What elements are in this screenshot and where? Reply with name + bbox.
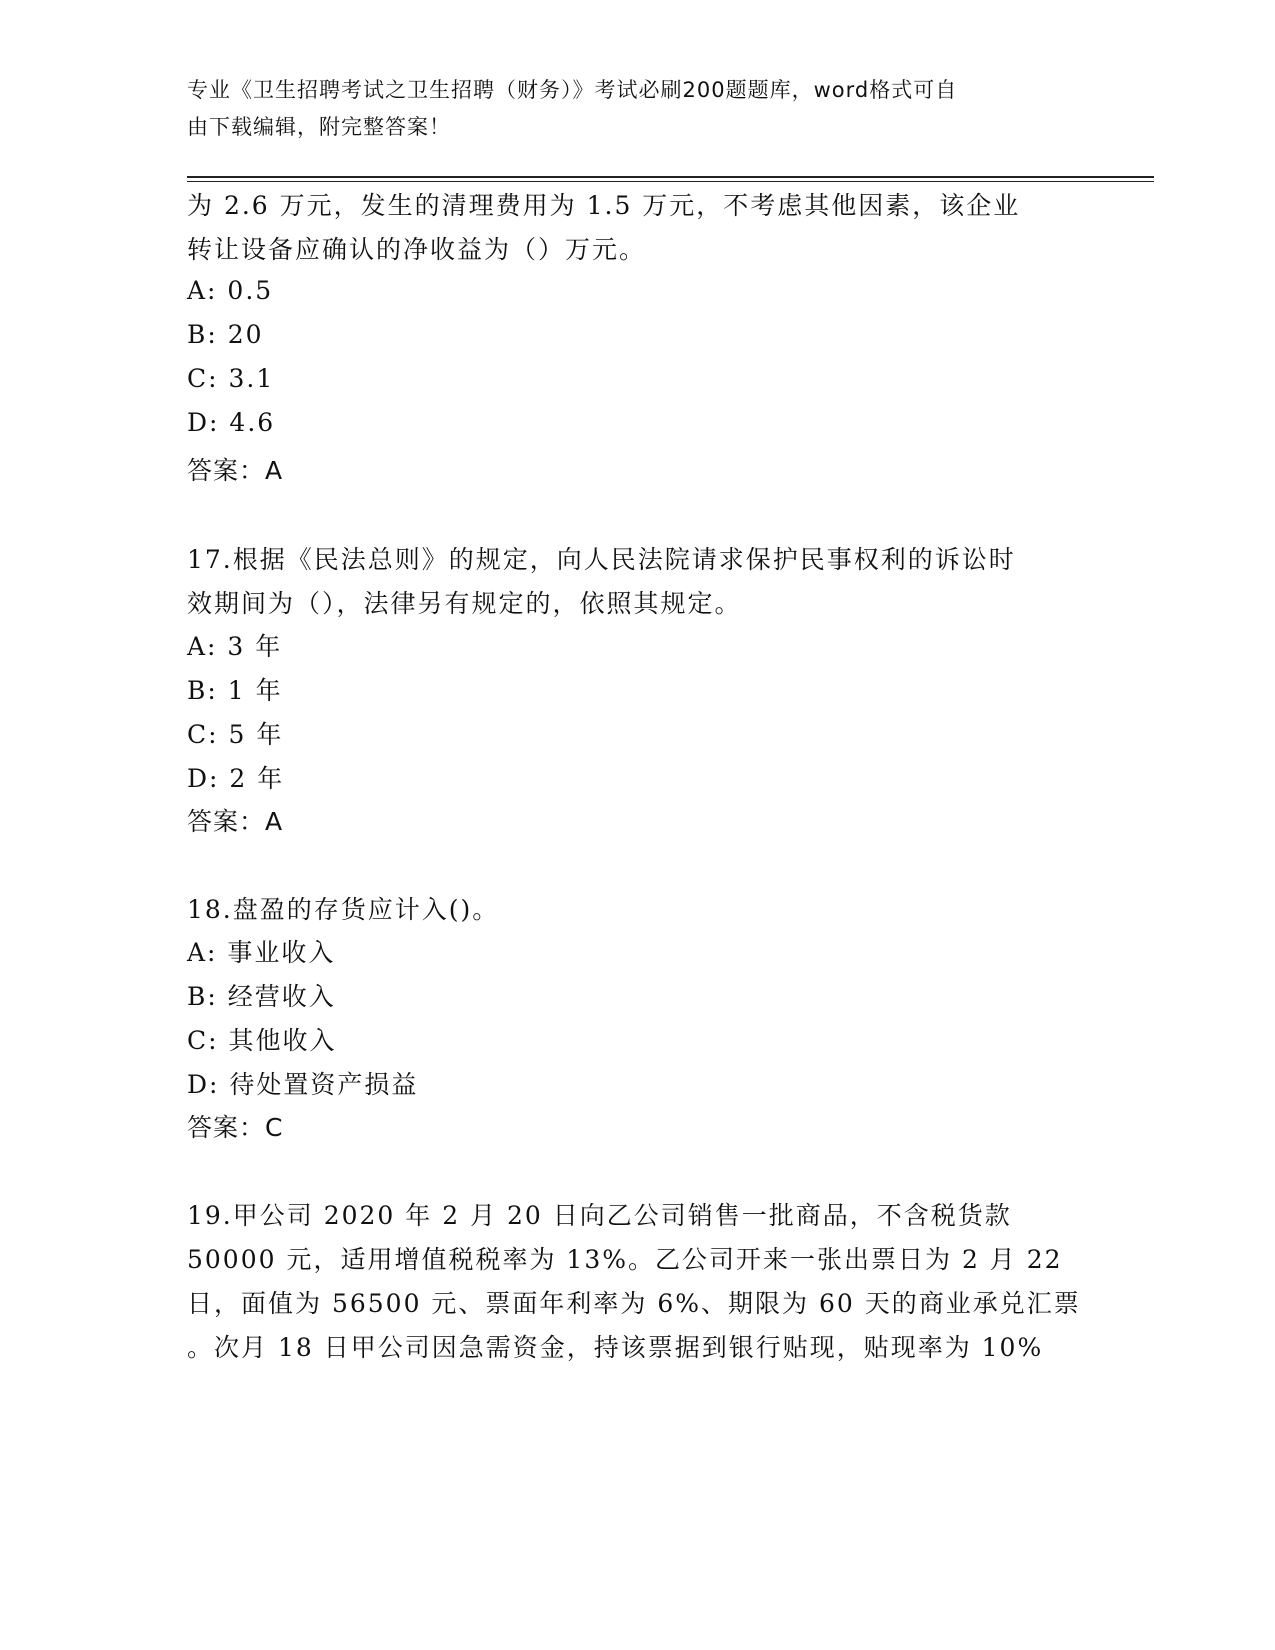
q17-stem-line-2: 效期间为（），法律另有规定的，依照其规定。 xyxy=(187,589,742,618)
q17-stem-line-1: 17.根据《民法总则》的规定，向人民法院请求保护民事权利的诉讼时 xyxy=(187,545,1016,574)
q16-option-d: D: 4.6 xyxy=(187,408,276,437)
header-line-2: 由下载编辑，附完整答案！ xyxy=(187,115,451,139)
q19-stem-line-1: 19.甲公司 2020 年 2 月 20 日向乙公司销售一批商品，不含税货款 xyxy=(187,1201,1012,1230)
q17-option-b: B: 1 年 xyxy=(187,676,283,705)
header-divider-thick xyxy=(187,176,1154,178)
q19-stem-line-2: 50000 元，适用增值税税率为 13%。乙公司开来一张出票日为 2 月 22 xyxy=(187,1245,1063,1274)
q19-stem-line-3: 日，面值为 56500 元、票面年利率为 6%、期限为 60 天的商业承兑汇票 xyxy=(187,1289,1081,1318)
q16-option-c: C: 3.1 xyxy=(187,364,275,393)
header-line-1: 专业《卫生招聘考试之卫生招聘（财务）》考试必刷200题题库，word格式可自 xyxy=(187,78,958,102)
q18-option-d: D: 待处置资产损益 xyxy=(187,1070,419,1099)
q17-option-c: C: 5 年 xyxy=(187,720,284,749)
header-divider-thin xyxy=(187,181,1154,182)
q17-option-a: A: 3 年 xyxy=(187,632,283,661)
q17-option-d: D: 2 年 xyxy=(187,764,285,793)
q17-answer: 答案：A xyxy=(187,807,284,836)
document-header xyxy=(187,72,1067,146)
q18-stem-line-1: 18.盘盈的存货应计入()。 xyxy=(187,895,500,924)
q16-stem-line-1: 为 2.6 万元，发生的清理费用为 1.5 万元，不考虑其他因素，该企业 xyxy=(187,191,1021,220)
q19-stem-line-4: 。次月 18 日甲公司因急需资金，持该票据到银行贴现，贴现率为 10% xyxy=(187,1333,1044,1362)
q16-option-b: B: 20 xyxy=(187,320,264,349)
q18-option-b: B: 经营收入 xyxy=(187,982,336,1011)
q16-answer: 答案：A xyxy=(187,456,284,485)
q18-answer: 答案：C xyxy=(187,1113,284,1142)
q18-option-a: A: 事业收入 xyxy=(187,938,336,967)
q16-stem-line-2: 转让设备应确认的净收益为（）万元。 xyxy=(187,235,647,264)
q18-option-c: C: 其他收入 xyxy=(187,1026,337,1055)
q16-option-a: A: 0.5 xyxy=(187,276,274,305)
